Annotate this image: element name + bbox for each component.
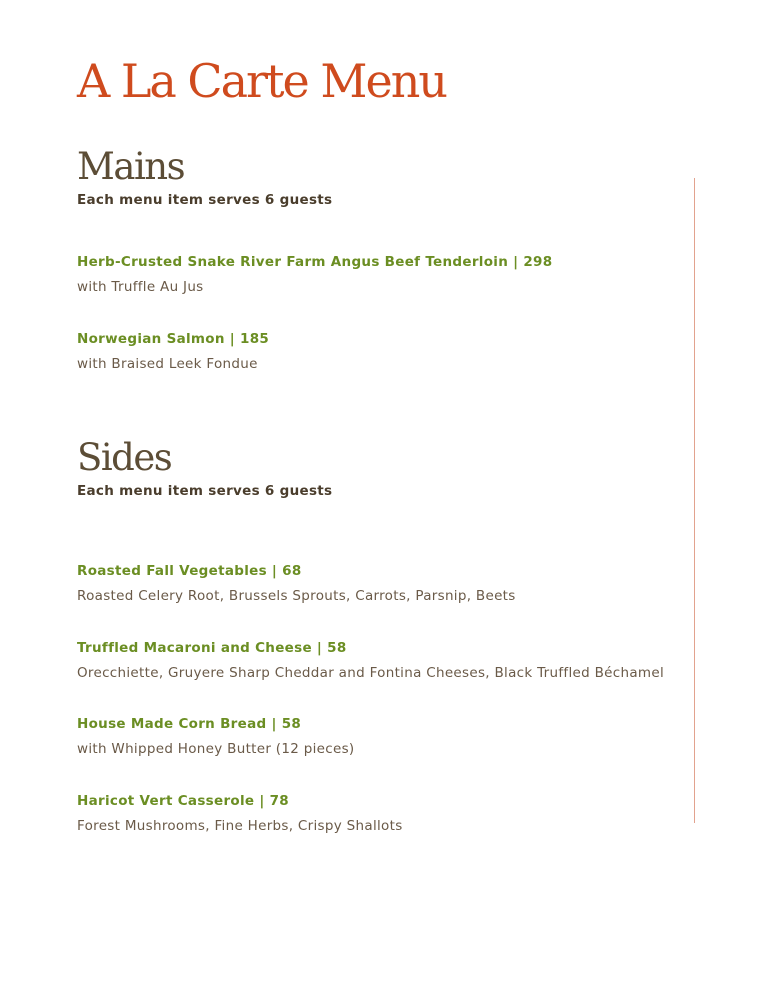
section-heading-sides: Sides — [77, 436, 172, 479]
menu-item — [77, 563, 677, 604]
menu-item — [77, 793, 677, 834]
vertical-divider — [694, 178, 695, 823]
menu-title: A La Carte Menu — [77, 54, 446, 108]
section-heading-mains: Mains — [77, 145, 185, 188]
menu-item-name: Norwegian Salmon | 185 — [77, 331, 270, 347]
menu-item — [77, 640, 677, 681]
menu-item — [77, 331, 677, 372]
menu-item-description: with Whipped Honey Butter (12 pieces) — [77, 741, 355, 757]
menu-item-description: Orecchiette, Gruyere Sharp Cheddar and Fontina Cheeses, Black Truffled Béchamel — [77, 665, 665, 681]
menu-item — [77, 716, 677, 757]
menu-item-name: Roasted Fall Vegetables | 68 — [77, 563, 302, 579]
menu-item-description: Roasted Celery Root, Brussels Sprouts, Carrots, Parsnip, Beets — [77, 588, 516, 604]
menu-item-name: Haricot Vert Casserole | 78 — [77, 793, 289, 809]
menu-item-name: Truffled Macaroni and Cheese | 58 — [77, 640, 347, 656]
menu-item-name: Herb-Crusted Snake River Farm Angus Beef Tenderloin | 298 — [77, 254, 553, 270]
section-note-mains: Each menu item serves 6 guests — [77, 192, 333, 208]
menu-item-description: Forest Mushrooms, Fine Herbs, Crispy Shallots — [77, 818, 403, 834]
menu-item-description: with Truffle Au Jus — [77, 279, 204, 295]
menu-item-description: with Braised Leek Fondue — [77, 356, 258, 372]
section-note-sides: Each menu item serves 6 guests — [77, 483, 333, 499]
menu-item — [77, 254, 677, 295]
menu-item-name: House Made Corn Bread | 58 — [77, 716, 302, 732]
